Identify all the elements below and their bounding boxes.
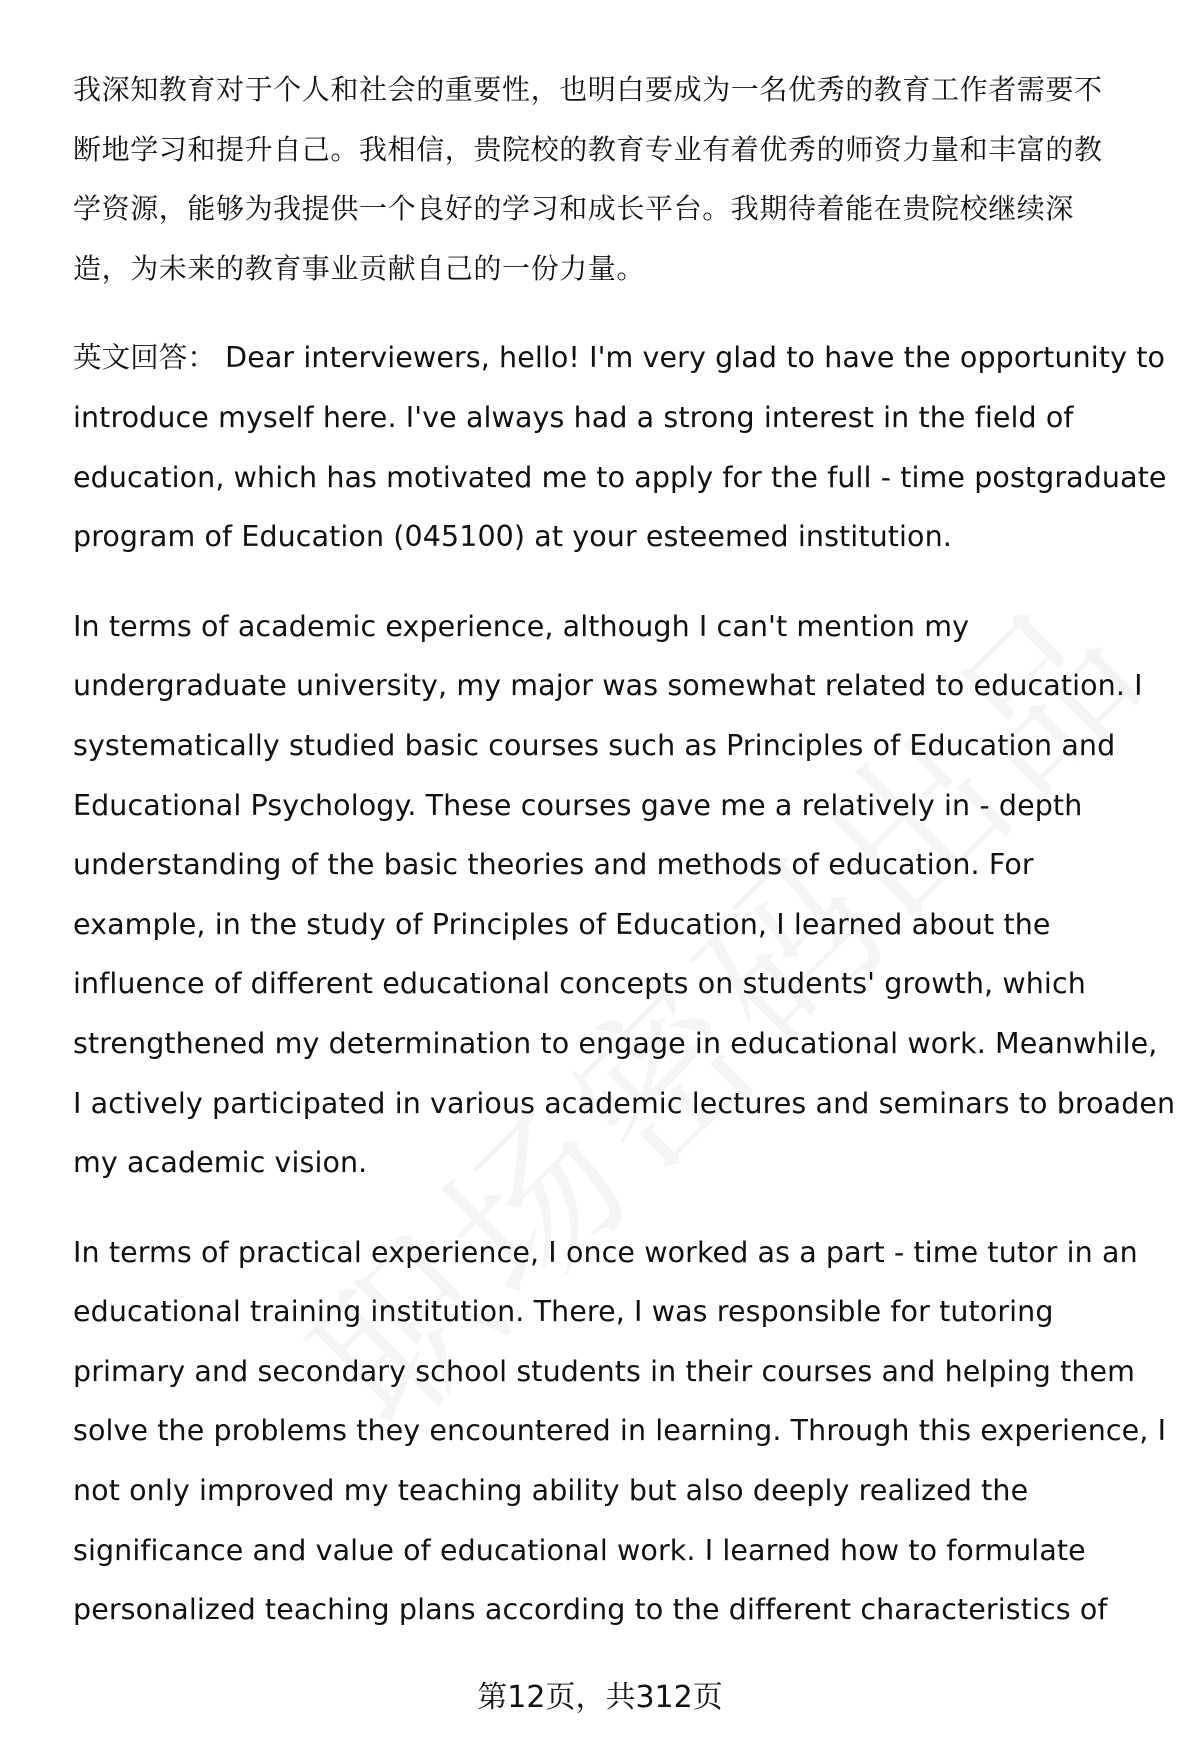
- text-line: undergraduate university, my major was somewhat related to education. I: [73, 669, 1143, 703]
- text-line: education, which has motivated me to apply for the full - time postgraduate: [73, 460, 1167, 494]
- text-line: In terms of academic experience, although I can't mention my: [73, 609, 970, 643]
- text-line: personalized teaching plans according to the different characteristics of: [73, 1593, 1108, 1627]
- text-line: 我深知教育对于个人和社会的重要性，也明白要成为一名优秀的教育工作者需要不: [73, 73, 1103, 106]
- text-line: primary and secondary school students in their courses and helping them: [73, 1354, 1136, 1388]
- text-line: educational training institution. There, I was responsible for tutoring: [73, 1295, 1054, 1329]
- text-line: example, in the study of Principles of Education, I learned about the: [73, 907, 1051, 941]
- text-line: strengthened my determination to engage in educational work. Meanwhile,: [73, 1026, 1158, 1060]
- page-number: 第12页，共312页: [477, 1680, 723, 1715]
- paragraph: [73, 1223, 1173, 1640]
- text-line: program of Education (045100) at your esteemed institution.: [73, 520, 952, 554]
- text-line: understanding of the basic theories and methods of education. For: [73, 848, 1034, 882]
- text-line: 造，为未来的教育事业贡献自己的一份力量。: [73, 251, 646, 285]
- paragraph: [73, 328, 1173, 566]
- paragraph: [73, 60, 1173, 298]
- text-line: Educational Psychology. These courses gave me a relatively in - depth: [73, 788, 1083, 822]
- paragraph: [73, 597, 1176, 1193]
- text-line: my academic vision.: [73, 1146, 368, 1180]
- text-line: 学资源，能够为我提供一个良好的学习和成长平台。我期待着能在贵院校继续深: [73, 192, 1075, 226]
- text-line: solve the problems they encountered in learning. Through this experience, I: [73, 1414, 1167, 1448]
- text-line: significance and value of educational work. I learned how to formulate: [73, 1533, 1086, 1567]
- text-line: not only improved my teaching ability but also deeply realized the: [73, 1474, 1029, 1508]
- text-line: 断地学习和提升自己。我相信，贵院校的教育专业有着优秀的师资力量和丰富的教: [73, 132, 1103, 166]
- text-line: In terms of practical experience, I once worked as a part - time tutor in an: [73, 1235, 1138, 1269]
- text-line: 英文回答： Dear interviewers, hello! I'm very glad to have the opportunity to: [73, 341, 1166, 375]
- text-line: influence of different educational concepts on students' growth, which: [73, 967, 1086, 1001]
- text-line: systematically studied basic courses such as Principles of Education and: [73, 728, 1116, 762]
- text-line: introduce myself here. I've always had a strong interest in the field of: [73, 400, 1074, 434]
- document-body: [73, 60, 1176, 1670]
- text-line: I actively participated in various academic lectures and seminars to broaden: [73, 1086, 1176, 1120]
